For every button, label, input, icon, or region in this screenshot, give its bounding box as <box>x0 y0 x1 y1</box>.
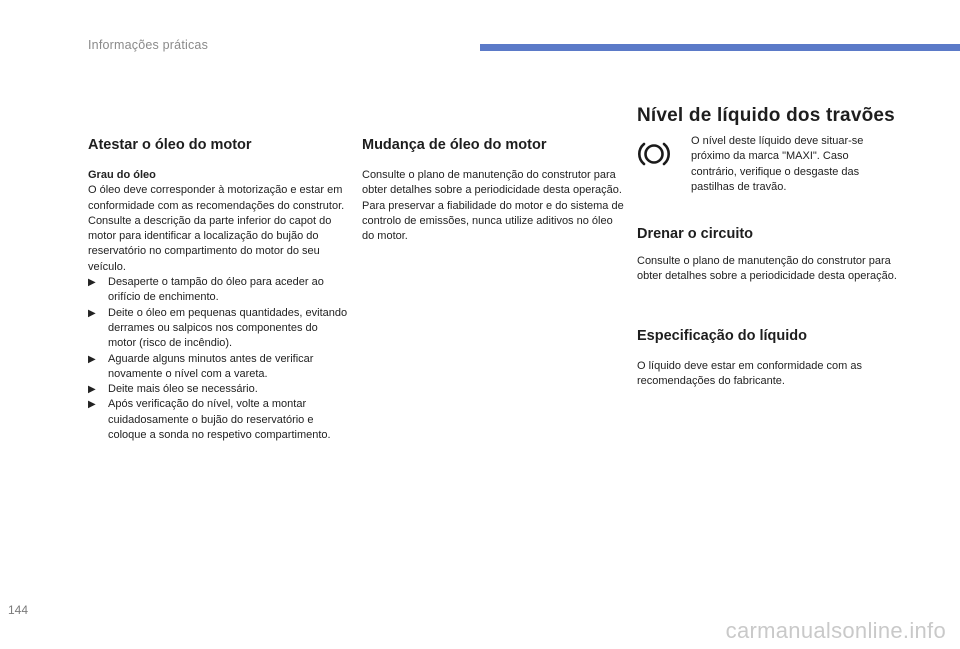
list-item: ▶ Desaperte o tampão do óleo para aceder ao orifício de enchimento. <box>88 276 324 304</box>
instruction-list <box>88 275 348 443</box>
paragraph-drain: Consulte o plano de manutenção do construtor para obter detalhes sobre a periodicidade desta operação. <box>637 255 897 283</box>
subheading-oil-grade: Grau do óleo <box>88 169 156 181</box>
list-item: ▶ Deite mais óleo se necessário. <box>88 382 348 397</box>
column-brake-fluid <box>637 104 899 389</box>
column-engine-oil-topup <box>88 136 348 443</box>
list-item: ▶ Deite o óleo em pequenas quantidades, evitando derrames ou salpicos nos componentes do motor (risco de incêndio). <box>88 306 348 350</box>
list-item: ▶ Após verificação do nível, volte a montar cuidadosamente o bujão do reservatório e coloque a sonda no respetivo compartimento. <box>88 398 331 442</box>
paragraph-oil-grade: O óleo deve corresponder à motorização e estar em conformidade com as recomendações do construtor. <box>88 184 345 212</box>
bullet-icon: ▶ <box>88 399 96 411</box>
heading-oil-change: Mudança de óleo do motor <box>362 137 547 153</box>
bullet-icon: ▶ <box>88 353 96 365</box>
paragraph-maintenance-plan: Consulte o plano de manutenção do construtor para obter detalhes sobre a periodicidade desta operação. <box>362 169 622 197</box>
paragraph-additives: Para preservar a fiabilidade do motor e do sistema de controlo de emissões, nunca utilize aditivos no óleo do motor. <box>362 199 624 243</box>
brake-warning-icon <box>637 134 691 195</box>
page-section-title: Informações práticas <box>88 38 209 52</box>
heading-fluid-spec: Especificação do líquido <box>637 327 808 344</box>
brake-level-info <box>637 134 899 195</box>
bullet-icon: ▶ <box>88 384 96 396</box>
paragraph-location: Consulte a descrição da parte inferior do capot do motor para identificar a localização do bujão do reservatório no compartimento do motor do seu veículo. <box>88 214 332 273</box>
paragraph-brake-level: O nível deste líquido deve situar-se próximo da marca "MAXI". Caso contrário, verifique o desgaste das pastilhas de travão. <box>691 135 864 193</box>
column-oil-change <box>362 136 624 244</box>
page-number: 144 <box>8 603 29 617</box>
paragraph-fluid-spec: O líquido deve estar em conformidade com as recomendações do fabricante. <box>637 359 863 388</box>
heading-drain-circuit: Drenar o circuito <box>637 226 754 243</box>
heading-brake-fluid-level: Nível de líquido dos travões <box>637 105 895 126</box>
list-item: ▶ Aguarde alguns minutos antes de verificar novamente o nível com a vareta. <box>88 352 314 380</box>
watermark: carmanualsonline.info <box>725 618 946 643</box>
bullet-icon: ▶ <box>88 277 96 289</box>
header-accent-bar <box>480 44 960 51</box>
heading-topup-oil: Atestar o óleo do motor <box>88 137 252 153</box>
bullet-icon: ▶ <box>88 307 96 319</box>
